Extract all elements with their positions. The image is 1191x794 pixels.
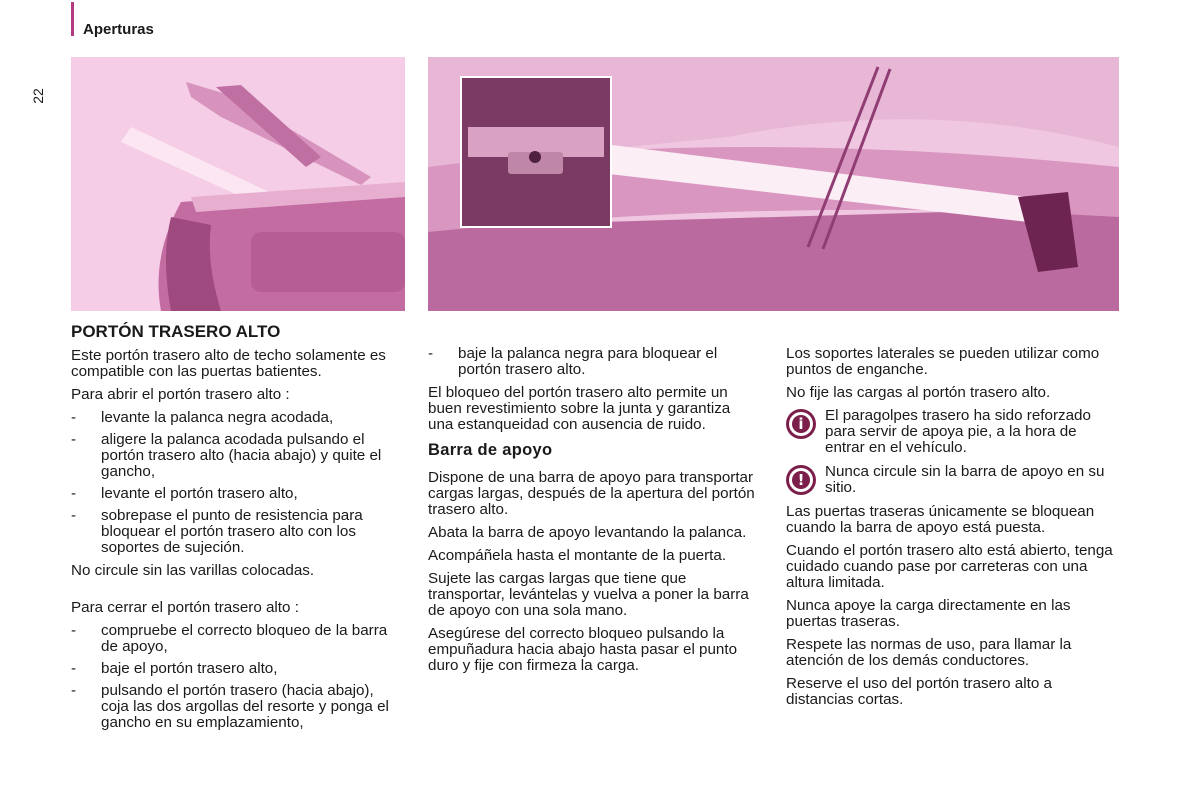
paragraph: Sujete las cargas largas que tiene que transportar, levántelas y vuelva a poner la barra de apoyo con una sola mano. — [428, 570, 749, 619]
paragraph: Los soportes laterales se pueden utilizar como puntos de enganche. — [786, 345, 1100, 378]
list-item: - levante la palanca negra acodada, — [71, 409, 334, 426]
warning-note-text: Nunca circule sin la barra de apoyo en su sitio. — [825, 463, 1105, 496]
rods-warning: No circule sin las varillas colocadas. — [71, 562, 315, 579]
section-title: Aperturas — [83, 21, 154, 38]
page-number: 22 — [29, 88, 46, 104]
section-accent-bar — [71, 2, 74, 36]
column-2 — [428, 346, 758, 681]
column-3 — [786, 346, 1120, 715]
support-bar-illustration — [428, 57, 1119, 311]
paragraph: Nunca apoye la carga directamente en las puertas traseras. — [786, 597, 1071, 630]
paragraph: Cuando el portón trasero alto está abierto, tenga cuidado cuando pase por carreteras con una altura limitada. — [786, 542, 1113, 591]
open-intro: Para abrir el portón trasero alto : — [71, 386, 290, 403]
close-steps-list — [71, 623, 405, 731]
intro-paragraph: Este portón trasero alto de techo solamente es compatible con las puertas batientes. — [71, 347, 386, 380]
info-icon: i — [786, 409, 816, 439]
paragraph: Respete las normas de uso, para llamar la atención de los demás conductores. — [786, 636, 1072, 669]
warning-icon: ! — [786, 465, 816, 495]
list-item: - levante el portón trasero alto, — [71, 485, 298, 502]
paragraph: Dispone de una barra de apoyo para transportar cargas largas, después de la apertura del portón trasero alto. — [428, 469, 755, 518]
info-note-text: El paragolpes trasero ha sido reforzado para servir de apoya pie, a la hora de entrar en el vehículo. — [825, 407, 1091, 456]
tailgate-illustration — [71, 57, 405, 311]
list-item: - sobrepase el punto de resistencia para bloquear el portón trasero alto con los soportes de sujeción. — [71, 507, 363, 556]
column-1 — [71, 322, 405, 738]
list-item: - baje la palanca negra para bloquear el portón trasero alto. — [428, 345, 718, 378]
warning-note — [786, 464, 1120, 496]
paragraph: Las puertas traseras únicamente se bloquean cuando la barra de apoyo está puesta. — [786, 503, 1095, 536]
list-item: - compruebe el correcto bloqueo de la barra de apoyo, — [71, 622, 388, 655]
list-item: - aligere la palanca acodada pulsando el portón trasero alto (hacia abajo) y quite el gancho, — [71, 431, 382, 480]
close-intro: Para cerrar el portón trasero alto : — [71, 599, 299, 616]
paragraph: Reserve el uso del portón trasero alto a distancias cortas. — [786, 675, 1052, 708]
info-note — [786, 408, 1120, 456]
paragraph: Acompáñela hasta el montante de la puerta. — [428, 547, 727, 564]
paragraph: Asegúrese del correcto bloqueo pulsando la empuñadura hacia abajo hasta pasar el punto duro y fije con firmeza la carga. — [428, 625, 738, 674]
paragraph: No fije las cargas al portón trasero alto. — [786, 384, 1051, 401]
list-item: - baje el portón trasero alto, — [71, 660, 278, 677]
close-steps-continued — [428, 346, 758, 378]
paragraph: Abata la barra de apoyo levantando la palanca. — [428, 524, 747, 541]
open-steps-list — [71, 410, 405, 556]
support-bar-heading: Barra de apoyo — [428, 441, 553, 459]
paragraph: El bloqueo del portón trasero alto permite un buen revestimiento sobre la junta y garantiza una estanqueidad con ausencia de ruido. — [428, 384, 731, 433]
page-heading: PORTÓN TRASERO ALTO — [71, 322, 281, 341]
list-item: - pulsando el portón trasero (hacia abajo), coja las dos argollas del resorte y ponga el gancho en su emplazamiento, — [71, 682, 389, 731]
